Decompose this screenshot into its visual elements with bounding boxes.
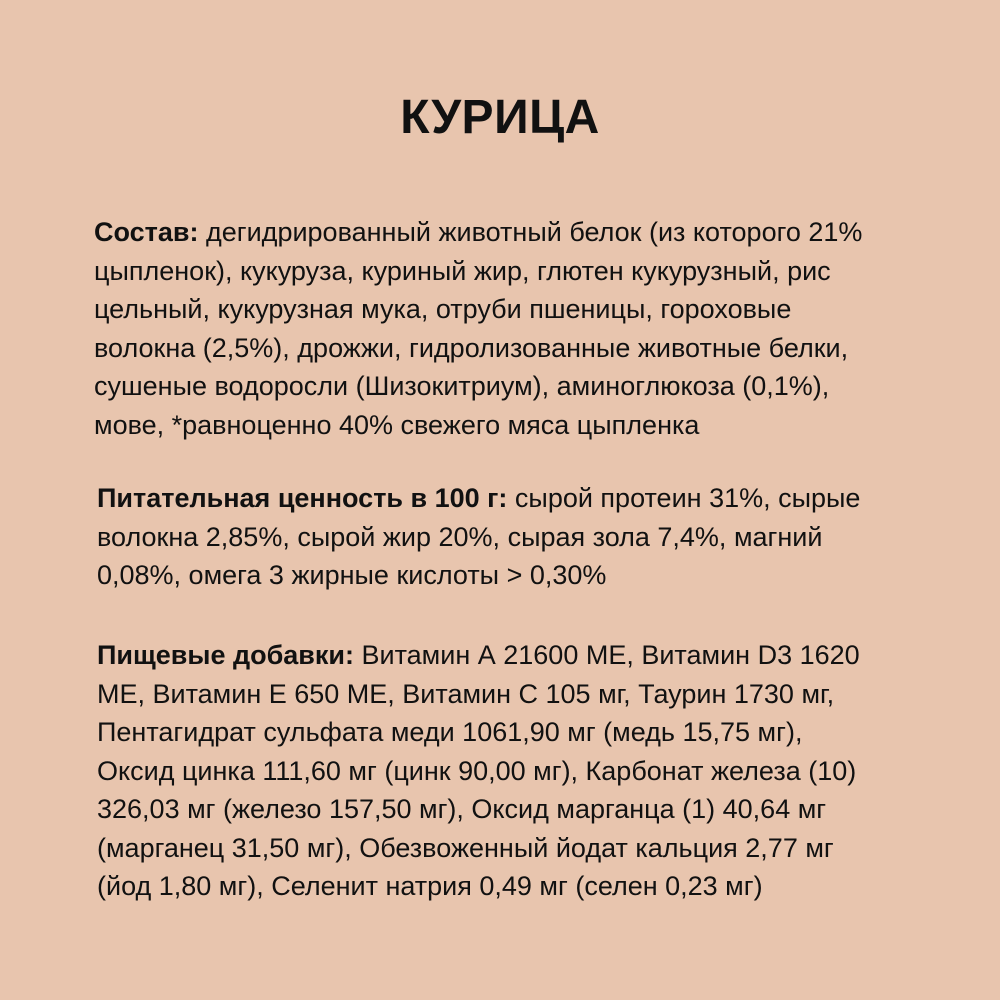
additives-line: (марганец 31,50 мг), Обезвоженный йодат кальция 2,77 мг: [97, 832, 834, 863]
additives-line: Оксид цинка 111,60 мг (цинк 90,00 мг), Карбонат железа (10): [97, 755, 857, 786]
additives-line: МЕ, Витамин Е 650 МЕ, Витамин С 105 мг, Таурин 1730 мг,: [97, 678, 835, 709]
nutrition-section: [97, 479, 860, 595]
additives-text: Витамин А 21600 МЕ, Витамин D3 1620: [354, 640, 860, 670]
additives-line: Пентагидрат сульфата меди 1061,90 мг (медь 15,75 мг),: [97, 717, 803, 747]
composition-line: сушеные водоросли (Шизокитриум), аминоглюкоза (0,1%),: [94, 371, 830, 401]
additives-line: 326,03 мг (железо 157,50 мг), Оксид марганца (1) 40,64 мг: [97, 794, 827, 824]
additives-section: [97, 636, 860, 906]
composition-text: дегидрированный животный белок (из которого 21%: [198, 217, 863, 247]
additives-line: [97, 636, 860, 675]
nutrition-line: [97, 479, 860, 518]
composition-line: [94, 213, 862, 252]
composition-line: мове, *равноценно 40% свежего мяса цыпленка: [94, 409, 700, 440]
additives-line: (йод 1,80 мг), Селенит натрия 0,49 мг (селен 0,23 мг): [97, 871, 763, 901]
composition-line: цельный, кукурузная мука, отруби пшеницы, гороховые: [94, 294, 792, 324]
nutrition-label: Питательная ценность в 100 г:: [97, 483, 508, 513]
nutrition-text: сырой протеин 31%, сырые: [507, 483, 861, 513]
composition-line: волокна (2,5%), дрожжи, гидролизованные животные белки,: [94, 332, 849, 363]
nutrition-line: волокна 2,85%, сырой жир 20%, сырая зола 7,4%, магний: [97, 521, 823, 552]
composition-line: цыпленок), кукуруза, куриный жир, глютен кукурузный, рис: [94, 255, 831, 286]
additives-label: Пищевые добавки:: [97, 640, 355, 670]
nutrition-line: 0,08%, омега 3 жирные кислоты > 0,30%: [97, 560, 607, 590]
composition-section: [94, 213, 862, 444]
page-title: КУРИЦА: [400, 91, 600, 144]
composition-label: Состав:: [94, 217, 199, 247]
